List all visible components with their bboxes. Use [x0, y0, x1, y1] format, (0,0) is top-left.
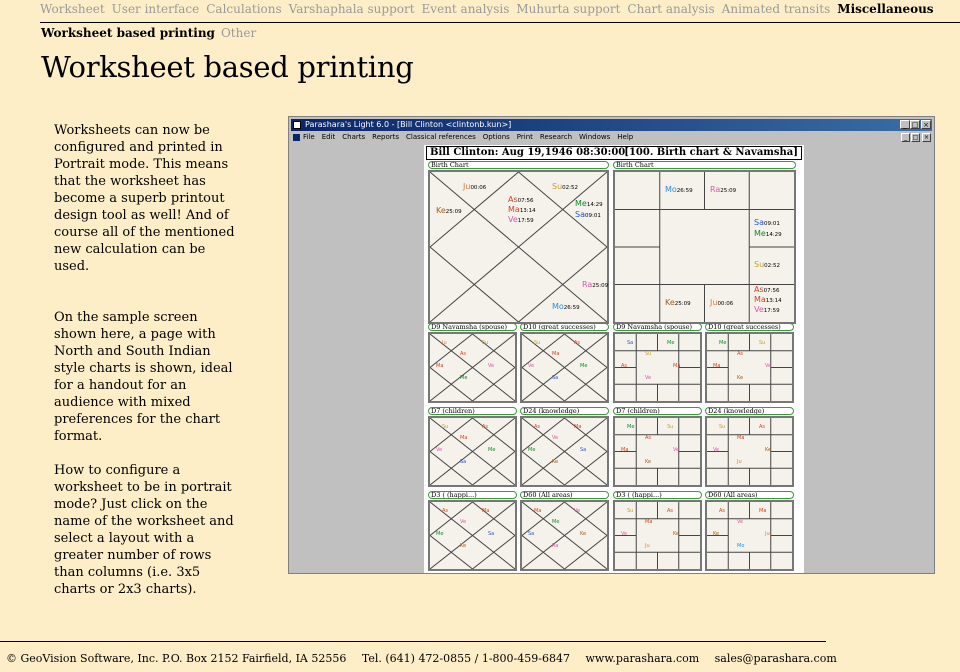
- planet-placement: [719, 507, 725, 516]
- menu-options[interactable]: Options: [482, 133, 510, 141]
- planet-placement: [488, 530, 494, 539]
- planet-placement: [574, 339, 580, 348]
- planet-ke: Ke: [580, 531, 587, 537]
- planet-placement: [754, 305, 780, 316]
- app-icon: [293, 121, 301, 129]
- planet-as: As: [667, 508, 674, 514]
- planet-as: As: [645, 435, 652, 441]
- north-indian-chart: [428, 416, 517, 487]
- divisional-chart-2-2[interactable]: [613, 491, 702, 571]
- planet-ke: Ke: [713, 531, 720, 537]
- footer: [6, 652, 849, 665]
- planet-me: Me: [667, 340, 675, 346]
- planet-placement: [508, 215, 534, 226]
- planet-placement: [713, 446, 719, 455]
- planet-me: Me: [719, 340, 727, 346]
- planet-su: Su: [627, 508, 634, 514]
- divisional-chart-0-0[interactable]: [428, 323, 517, 403]
- planet-placement: [528, 446, 535, 455]
- planet-as: As: [482, 424, 489, 430]
- planet-degree: 26:59: [676, 188, 693, 194]
- south-indian-chart: [705, 416, 794, 487]
- planet-me: Me: [552, 519, 560, 525]
- planet-placement: [534, 423, 540, 432]
- planet-placement: [575, 199, 603, 210]
- divisional-chart-2-1[interactable]: [520, 491, 609, 571]
- planet-degree: 02:52: [764, 263, 781, 269]
- app-screenshot-window: [288, 116, 935, 574]
- north-indian-chart: [428, 500, 517, 571]
- chart-label: D60 (All areas): [520, 491, 609, 499]
- north-indian-chart: [428, 170, 609, 324]
- planet-placement: [552, 350, 559, 359]
- planet-ve: Ve: [488, 363, 495, 369]
- planet-placement: [488, 362, 494, 371]
- planet-placement: [645, 434, 651, 443]
- planet-ma: Ma: [759, 508, 767, 514]
- footer-email[interactable]: sales@parashara.com: [714, 652, 837, 665]
- planet-placement: [754, 229, 782, 240]
- planet-me: Me: [627, 424, 635, 430]
- planet-placement: [460, 374, 467, 383]
- chart-label: Birth Chart: [428, 161, 609, 169]
- planet-ve: Ve: [754, 305, 764, 314]
- chart-label: D10 (great successes): [520, 323, 609, 331]
- planet-ve: Ve: [508, 215, 518, 224]
- planet-placement: [580, 362, 587, 371]
- nav-divider: [40, 22, 960, 23]
- planet-placement: [552, 182, 578, 193]
- planet-as: As: [442, 508, 449, 514]
- north-indian-chart: [520, 332, 609, 403]
- planet-placement: [673, 446, 679, 455]
- planet-as: As: [574, 340, 581, 346]
- planet-placement: [552, 302, 580, 313]
- planet-me: Me: [436, 531, 444, 537]
- planet-ju: Ju: [442, 340, 447, 346]
- top-navigation: [40, 2, 960, 20]
- planet-su: Su: [754, 260, 765, 269]
- planet-mo: Mo: [552, 302, 564, 311]
- planet-placement: [552, 542, 558, 551]
- nav-item-worksheet[interactable]: Worksheet: [40, 2, 105, 16]
- nav-item-miscellaneous[interactable]: Miscellaneous: [837, 2, 934, 16]
- planet-degree: 02:52: [562, 185, 579, 191]
- planet-su: Su: [759, 340, 766, 346]
- planet-sa: Sa: [575, 210, 585, 219]
- planet-placement: [442, 423, 448, 432]
- chart-label: Birth Chart: [613, 161, 796, 169]
- menu-classical-references[interactable]: Classical references: [406, 133, 476, 141]
- nav-item-muhurta-support[interactable]: Muhurta support: [516, 2, 621, 16]
- planet-placement: [621, 530, 627, 539]
- planet-as: As: [621, 363, 628, 369]
- divisional-chart-2-0[interactable]: [428, 491, 517, 571]
- planet-ve: Ve: [460, 519, 467, 525]
- planet-as: As: [508, 195, 518, 204]
- planet-placement: [719, 339, 726, 348]
- planet-as: As: [754, 285, 764, 294]
- chart-label: D9 Navamsha (spouse): [613, 323, 702, 331]
- planet-ke: Ke: [460, 543, 467, 549]
- planet-su: Su: [534, 340, 541, 346]
- planet-placement: [667, 423, 673, 432]
- menu-reports[interactable]: Reports: [372, 133, 400, 141]
- planet-me: Me: [580, 363, 588, 369]
- planet-placement: [667, 339, 674, 348]
- mdi-close-icon[interactable]: ×: [923, 134, 930, 141]
- worksheet-name: Bill Clinton: Aug 19,1946 08:30:00: [430, 147, 626, 158]
- birth-chart-south[interactable]: [613, 161, 796, 324]
- planet-placement: [460, 434, 467, 443]
- planet-mo: Mo: [665, 185, 677, 194]
- planet-sa: Sa: [528, 531, 535, 537]
- planet-me: Me: [754, 229, 766, 238]
- planet-ve: Ve: [737, 519, 744, 525]
- planet-placement: [627, 507, 633, 516]
- planet-placement: [552, 518, 559, 527]
- planet-ma: Ma: [508, 205, 520, 214]
- divisional-chart-1-3[interactable]: [705, 407, 794, 487]
- menu-charts[interactable]: Charts: [342, 133, 366, 141]
- planet-su: Su: [482, 340, 489, 346]
- planet-as: As: [759, 424, 766, 430]
- planet-ke: Ke: [645, 459, 652, 465]
- north-indian-chart: [520, 500, 609, 571]
- chart-label: D3 ( (happi...): [613, 491, 702, 499]
- planet-placement: [442, 507, 448, 516]
- south-indian-chart: [613, 500, 702, 571]
- planet-ke: Ke: [673, 531, 680, 537]
- planet-placement: [552, 434, 558, 443]
- page-title: Worksheet based printing: [41, 50, 414, 84]
- planet-placement: [645, 542, 650, 551]
- north-indian-chart: [428, 332, 517, 403]
- planet-ve: Ve: [621, 531, 628, 537]
- planet-degree: 13:14: [765, 298, 782, 304]
- menu-research[interactable]: Research: [539, 133, 573, 141]
- nav-item-chart-analysis[interactable]: Chart analysis: [627, 2, 715, 16]
- chart-label: D3 ( (happi...): [428, 491, 517, 499]
- chart-label: D60 (All areas): [705, 491, 794, 499]
- menu-help[interactable]: Help: [617, 133, 634, 141]
- planet-placement: [719, 423, 725, 432]
- paragraph-1: Worksheets can now be configured and printed in Portrait mode. This means that the worksheet has become a superb printout design tool as well! And of course all of the mentioned new calculation can be used.: [54, 123, 235, 274]
- planet-me: Me: [575, 199, 587, 208]
- planet-ma: Ma: [673, 363, 681, 369]
- document-icon: [293, 134, 300, 141]
- planet-placement: [667, 507, 673, 516]
- planet-degree: 13:14: [519, 208, 536, 214]
- divisional-chart-0-1[interactable]: [520, 323, 609, 403]
- planet-placement: [754, 260, 780, 271]
- nav-item-event-analysis[interactable]: Event analysis: [421, 2, 510, 16]
- planet-ma: Ma: [552, 351, 560, 357]
- nav-item-animated-transits[interactable]: Animated transits: [721, 2, 831, 16]
- planet-placement: [737, 434, 744, 443]
- planet-placement: [737, 518, 743, 527]
- planet-ju: Ju: [737, 459, 742, 465]
- planet-sa: Sa: [580, 447, 587, 453]
- planet-placement: [528, 530, 534, 539]
- planet-placement: [765, 446, 771, 455]
- planet-degree: 17:59: [517, 218, 534, 224]
- planet-placement: [621, 362, 627, 371]
- planet-mo: Mo: [737, 543, 745, 549]
- planet-placement: [460, 350, 466, 359]
- planet-ra: Ra: [552, 543, 559, 549]
- planet-ve: Ve: [574, 508, 581, 514]
- planet-su: Su: [442, 424, 449, 430]
- planet-ve: Ve: [765, 363, 772, 369]
- chart-label: D24 (knowledge): [705, 407, 794, 415]
- planet-ke: Ke: [436, 206, 446, 215]
- planet-me: Me: [488, 447, 496, 453]
- minimize-icon[interactable]: _: [900, 120, 910, 129]
- app-menubar: [291, 132, 932, 143]
- planet-placement: [436, 206, 462, 217]
- planet-placement: [574, 507, 580, 516]
- menu-edit[interactable]: Edit: [321, 133, 336, 141]
- planet-placement: [442, 339, 447, 348]
- planet-ma: Ma: [534, 508, 542, 514]
- planet-placement: [645, 374, 651, 383]
- menu-print[interactable]: Print: [516, 133, 533, 141]
- worksheet-page: [424, 145, 804, 573]
- planet-degree: 26:59: [563, 305, 580, 311]
- planet-ma: Ma: [645, 519, 653, 525]
- planet-degree: 14:29: [765, 232, 782, 238]
- planet-placement: [528, 362, 534, 371]
- planet-placement: [645, 458, 651, 467]
- app-titlebar: [291, 119, 932, 131]
- planet-placement: [534, 339, 540, 348]
- planet-placement: [765, 530, 770, 539]
- planet-as: As: [460, 351, 467, 357]
- nav-item-varshaphala-support[interactable]: Varshaphala support: [288, 2, 415, 16]
- planet-sa: Sa: [460, 459, 467, 465]
- maximize-icon[interactable]: □: [911, 121, 919, 129]
- planet-ma: Ma: [574, 424, 582, 430]
- planet-ke: Ke: [665, 298, 675, 307]
- planet-me: Me: [460, 375, 468, 381]
- planet-degree: 09:01: [584, 213, 601, 219]
- planet-placement: [482, 339, 488, 348]
- south-indian-chart: [613, 332, 702, 403]
- footer-website[interactable]: www.parashara.com: [585, 652, 700, 665]
- menu-windows[interactable]: Windows: [579, 133, 611, 141]
- planet-placement: [463, 182, 486, 193]
- planet-sa: Sa: [627, 340, 634, 346]
- planet-placement: [575, 210, 601, 221]
- south-indian-chart: [705, 500, 794, 571]
- planet-as: As: [719, 508, 726, 514]
- planet-ma: Ma: [460, 435, 468, 441]
- planet-placement: [460, 518, 466, 527]
- planet-placement: [673, 530, 679, 539]
- planet-placement: [710, 298, 733, 309]
- planet-placement: [737, 350, 743, 359]
- planet-placement: [574, 423, 581, 432]
- planet-ma: Ma: [621, 447, 629, 453]
- chart-label: D7 (children): [613, 407, 702, 415]
- subnav-item-other[interactable]: Other: [220, 26, 257, 40]
- planet-ma: Ma: [754, 295, 766, 304]
- planet-placement: [759, 339, 765, 348]
- chart-label: D9 Navamsha (spouse): [428, 323, 517, 331]
- planet-placement: [460, 542, 466, 551]
- planet-placement: [759, 507, 766, 516]
- divisional-chart-0-3[interactable]: [705, 323, 794, 403]
- planet-placement: [436, 530, 443, 539]
- planet-degree: 07:56: [517, 198, 534, 204]
- planet-placement: [645, 350, 651, 359]
- planet-degree: 25:09: [445, 209, 462, 215]
- nav-item-calculations[interactable]: Calculations: [206, 2, 282, 16]
- planet-placement: [580, 446, 586, 455]
- paragraph-2: On the sample screen shown here, a page with North and South Indian style charts is shown, ideal for a handout for an audience with mixed preferences for the chart format.: [54, 310, 233, 444]
- planet-placement: [737, 458, 742, 467]
- north-indian-chart: [520, 416, 609, 487]
- paragraph-3: How to configure a worksheet to be in portrait mode? Just click on the name of the worksheet and select a layout with a greater number of rows than columns (i.e. 3x5 charts or 2x3 charts).: [54, 463, 234, 597]
- footer-divider: [0, 641, 826, 642]
- planet-ke: Ke: [552, 459, 559, 465]
- planet-placement: [737, 374, 743, 383]
- planet-placement: [627, 423, 634, 432]
- planet-placement: [482, 423, 488, 432]
- planet-ve: Ve: [645, 375, 652, 381]
- divisional-chart-0-2[interactable]: [613, 323, 702, 403]
- birth-chart-north[interactable]: [428, 161, 609, 324]
- chart-label: D10 (great successes): [705, 323, 794, 331]
- worksheet-header: [426, 146, 802, 160]
- planet-ju: Ju: [765, 531, 770, 537]
- planet-ve: Ve: [552, 435, 559, 441]
- planet-placement: [754, 218, 780, 229]
- planet-placement: [580, 530, 586, 539]
- planet-placement: [765, 362, 771, 371]
- planet-ve: Ve: [713, 447, 720, 453]
- planet-ma: Ma: [713, 363, 721, 369]
- planet-ma: Ma: [482, 508, 490, 514]
- planet-placement: [665, 298, 691, 309]
- planet-sa: Sa: [754, 218, 764, 227]
- divisional-chart-1-0[interactable]: [428, 407, 517, 487]
- planet-ke: Ke: [737, 375, 744, 381]
- footer-company: © GeoVision Software, Inc. P.O. Box 2152 Fairfield, IA 52556: [6, 652, 347, 665]
- planet-ke: Ke: [765, 447, 772, 453]
- planet-ve: Ve: [673, 447, 680, 453]
- chart-label: D7 (children): [428, 407, 517, 415]
- planet-ve: Ve: [528, 363, 535, 369]
- planet-placement: [552, 458, 558, 467]
- planet-su: Su: [719, 424, 726, 430]
- body-text: [54, 122, 244, 598]
- divisional-chart-2-3[interactable]: [705, 491, 794, 571]
- sub-navigation: [41, 26, 262, 40]
- planet-placement: [713, 530, 719, 539]
- worksheet-title: [100. Birth chart & Navamsha]: [624, 147, 798, 158]
- planet-placement: [621, 446, 628, 455]
- planet-sa: Sa: [552, 375, 559, 381]
- planet-placement: [673, 362, 680, 371]
- planet-ju: Ju: [645, 543, 650, 549]
- planet-placement: [645, 518, 652, 527]
- planet-placement: [488, 446, 495, 455]
- planet-degree: 25:09: [674, 301, 691, 307]
- planet-placement: [460, 458, 466, 467]
- planet-ve: Ve: [436, 447, 443, 453]
- planet-su: Su: [645, 351, 652, 357]
- planet-degree: 14:29: [586, 202, 603, 208]
- divisional-chart-1-2[interactable]: [613, 407, 702, 487]
- planet-placement: [582, 280, 608, 291]
- planet-placement: [552, 374, 558, 383]
- footer-phone: Tel. (641) 472-0855 / 1-800-459-6847: [361, 652, 570, 665]
- planet-degree: 17:59: [763, 308, 780, 314]
- planet-degree: 07:56: [763, 288, 780, 294]
- planet-placement: [759, 423, 765, 432]
- planet-ma: Ma: [436, 363, 444, 369]
- mdi-minimize-icon[interactable]: _: [901, 133, 910, 142]
- planet-placement: [482, 507, 489, 516]
- app-title: Parashara's Light 6.0 - [Bill Clinton <clintonb.kun>]: [305, 120, 512, 129]
- planet-ra: Ra: [582, 280, 593, 289]
- planet-placement: [534, 507, 541, 516]
- planet-placement: [436, 362, 443, 371]
- south-indian-chart: [613, 170, 796, 324]
- planet-su: Su: [552, 182, 563, 191]
- close-icon[interactable]: ×: [921, 120, 931, 129]
- planet-placement: [710, 185, 736, 196]
- planet-ma: Ma: [737, 435, 745, 441]
- planet-degree: 09:01: [763, 221, 780, 227]
- planet-ra: Ra: [710, 185, 721, 194]
- south-indian-chart: [613, 416, 702, 487]
- planet-placement: [737, 542, 744, 551]
- planet-degree: 00:06: [470, 185, 487, 191]
- nav-item-user-interface[interactable]: User interface: [111, 2, 200, 16]
- subnav-item-worksheet-based-printing[interactable]: Worksheet based printing: [41, 26, 215, 40]
- planet-degree: 25:09: [720, 188, 737, 194]
- planet-placement: [713, 362, 720, 371]
- planet-su: Su: [667, 424, 674, 430]
- mdi-restore-icon[interactable]: □: [912, 134, 919, 141]
- planet-as: As: [534, 424, 541, 430]
- menu-file[interactable]: File: [303, 133, 315, 141]
- planet-placement: [665, 185, 693, 196]
- south-indian-chart: [705, 332, 794, 403]
- planet-as: As: [737, 351, 744, 357]
- planet-degree: 25:09: [592, 283, 609, 289]
- divisional-chart-1-1[interactable]: [520, 407, 609, 487]
- planet-ju: Ju: [710, 298, 718, 307]
- planet-sa: Sa: [488, 531, 495, 537]
- chart-label: D24 (knowledge): [520, 407, 609, 415]
- planet-placement: [436, 446, 442, 455]
- planet-me: Me: [528, 447, 536, 453]
- planet-ju: Ju: [463, 182, 471, 191]
- planet-placement: [627, 339, 633, 348]
- planet-degree: 00:06: [717, 301, 734, 307]
